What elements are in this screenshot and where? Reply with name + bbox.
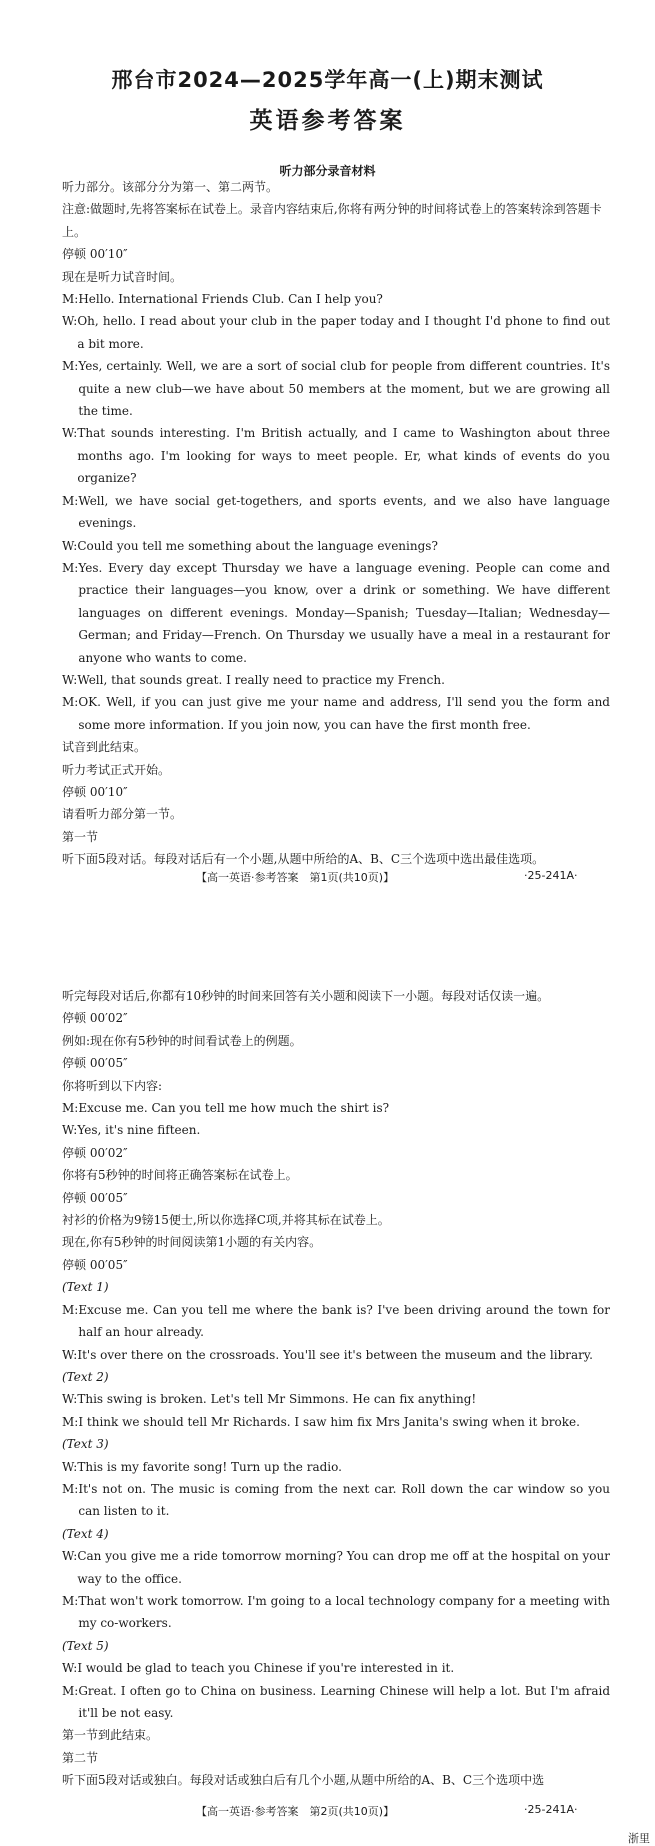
speaker-label: W:	[62, 426, 78, 441]
dialogue-text: Can you give me a ride tomorrow morning? You can drop me off at the hospital on your way to the office.	[77, 1549, 610, 1586]
instruction-line: 例如:现在你有5秒钟的时间看试卷上的例题。	[62, 1033, 302, 1048]
dialogue-text: Hello. International Friends Club. Can I help you?	[78, 292, 383, 307]
footer-code: ·25-241A·	[524, 869, 578, 882]
instruction-line: 停顿 00′10″	[62, 247, 128, 262]
instruction-line: 第一节	[62, 829, 99, 844]
dialogue-text: It's over there on the crossroads. You'll see it's between the museum and the library.	[77, 1347, 593, 1362]
instruction-line: 注意:做题时,先将答案标在试卷上。录音内容结束后,你将有两分钟的时间将试卷上的答案转涂到答题卡上。	[62, 202, 602, 239]
footer-page-label: 【高一英语·参考答案 第2页(共10页)】	[196, 1805, 395, 1818]
dialogue-text: Great. I often go to China on business. Learning Chinese will help a lot. But I'm afraid it'll be not easy.	[78, 1683, 610, 1720]
section-heading: 听力部分录音材料	[279, 164, 376, 178]
transcript-body	[62, 985, 610, 1792]
corner-watermark: 浙里	[628, 1832, 650, 1845]
dialogue-text: It's not on. The music is coming from the next car. Roll down the car window so you can listen to it.	[78, 1481, 610, 1519]
speaker-label: M:	[62, 695, 79, 710]
dialogue-text: That won't work tomorrow. I'm going to a local technology company for a meeting with my co-workers.	[78, 1593, 610, 1631]
text-marker: (Text 4)	[62, 1526, 109, 1541]
speaker-label: M:	[62, 1101, 79, 1116]
speaker-label: W:	[62, 314, 78, 329]
dialogue-text: Excuse me. Can you tell me how much the shirt is?	[78, 1101, 390, 1116]
speaker-label: M:	[62, 1683, 79, 1698]
instruction-line: 听下面5段对话或独白。每段对话或独白后有几个小题,从题中所给的A、B、C三个选项中选	[62, 1773, 545, 1788]
dialogue-line	[62, 288, 610, 310]
speaker-label: W:	[62, 1347, 78, 1362]
dialogue-line	[62, 1097, 610, 1119]
dialogue-line	[62, 535, 610, 557]
speaker-label: W:	[62, 1392, 78, 1407]
instruction-line: 你将听到以下内容:	[62, 1078, 163, 1093]
page-2	[0, 985, 655, 1842]
instruction-line: 听力部分。该部分分为第一、第二两节。	[62, 180, 279, 194]
instruction-line: 衬衫的价格为9镑15便士,所以你选择C项,并将其标在试卷上。	[62, 1213, 390, 1228]
speaker-label: M:	[62, 1414, 79, 1429]
speaker-label: M:	[62, 493, 79, 508]
dialogue-line	[62, 1657, 610, 1679]
dialogue-text: Oh, hello. I read about your club in the paper today and I thought I'd phone to find out a bit more.	[77, 314, 610, 351]
dialogue-text: I think we should tell Mr Richards. I saw him fix Mrs Janita's swing when it broke.	[78, 1414, 580, 1429]
instruction-line: 现在,你有5秒钟的时间阅读第1小题的有关内容。	[62, 1235, 322, 1250]
dialogue-line	[62, 1478, 610, 1523]
instruction-line: 听力考试正式开始。	[62, 762, 171, 777]
instruction-line: 停顿 00′05″	[62, 1056, 128, 1071]
dialogue-text: That sounds interesting. I'm British actually, and I came to Washington about three months ago. I'm looking for ways to meet people. Er, what kinds of events do you organize?	[77, 426, 610, 486]
dialogue-line	[62, 1680, 610, 1725]
speaker-label: W:	[62, 672, 78, 687]
instruction-line: 听完每段对话后,你都有10秒钟的时间来回答有关小题和阅读下一小题。每段对话仅读一遍。	[62, 989, 550, 1003]
dialogue-line	[62, 691, 610, 736]
instruction-line: 第一节到此结束。	[62, 1728, 159, 1743]
dialogue-line	[62, 490, 610, 535]
exam-title: 邢台市2024—2025学年高一(上)期末测试	[111, 68, 544, 92]
dialogue-text: I would be glad to teach you Chinese if you're interested in it.	[77, 1661, 455, 1676]
dialogue-line	[62, 1411, 610, 1433]
speaker-label: W:	[62, 538, 78, 553]
instruction-line: 停顿 00′05″	[62, 1190, 128, 1205]
text-marker: (Text 5)	[62, 1638, 109, 1653]
speaker-label: M:	[62, 1302, 79, 1317]
instruction-line: 停顿 00′05″	[62, 1257, 128, 1272]
instruction-line: 试音到此结束。	[62, 740, 147, 755]
document-subtitle: 英语参考答案	[249, 108, 406, 134]
speaker-label: W:	[62, 1459, 78, 1474]
dialogue-text: Yes, it's nine fifteen.	[77, 1123, 201, 1138]
footer-code: ·25-241A·	[524, 1803, 578, 1816]
speaker-label: M:	[62, 292, 79, 307]
dialogue-line	[62, 1344, 610, 1366]
instruction-line: 现在是听力试音时间。	[62, 269, 183, 284]
speaker-label: M:	[62, 359, 79, 374]
instruction-line: 听下面5段对话。每段对话后有一个小题,从题中所给的A、B、C三个选项中选出最佳选项。	[62, 852, 545, 867]
dialogue-line	[62, 310, 610, 355]
instruction-line: 第二节	[62, 1750, 99, 1765]
dialogue-text: This is my favorite song! Turn up the radio.	[77, 1459, 342, 1474]
dialogue-text: This swing is broken. Let's tell Mr Simmons. He can fix anything!	[77, 1392, 477, 1407]
speaker-label: W:	[62, 1661, 78, 1676]
dialogue-line	[62, 1456, 610, 1478]
dialogue-line	[62, 1119, 610, 1141]
dialogue-line	[62, 1590, 610, 1635]
dialogue-text: Excuse me. Can you tell me where the bank is? I've been driving around the town for half an hour already.	[78, 1302, 610, 1340]
text-marker: (Text 3)	[62, 1437, 109, 1452]
instruction-line: 你将有5秒钟的时间将正确答案标在试卷上。	[62, 1168, 298, 1183]
speaker-label: M:	[62, 1481, 79, 1496]
dialogue-text: OK. Well, if you can just give me your name and address, I'll send you the form and some more information. If you join now, you can have the first month free.	[78, 695, 610, 732]
dialogue-line	[62, 1388, 610, 1410]
text-marker: (Text 1)	[62, 1280, 109, 1295]
text-marker: (Text 2)	[62, 1369, 109, 1384]
speaker-label: W:	[62, 1123, 78, 1138]
dialogue-line	[62, 355, 610, 422]
dialogue-text: Well, we have social get-togethers, and sports events, and we also have language evenings.	[78, 493, 610, 531]
speaker-label: M:	[62, 1593, 79, 1608]
dialogue-line	[62, 422, 610, 489]
page-1	[0, 0, 655, 900]
instruction-line: 停顿 00′02″	[62, 1145, 128, 1160]
instruction-line: 请看听力部分第一节。	[62, 807, 183, 822]
transcript-body	[62, 176, 610, 871]
dialogue-text: Could you tell me something about the language evenings?	[77, 538, 438, 553]
dialogue-text: Well, that sounds great. I really need to practice my French.	[77, 672, 445, 687]
instruction-line: 停顿 00′02″	[62, 1011, 128, 1026]
dialogue-line	[62, 669, 610, 691]
instruction-line: 停顿 00′10″	[62, 784, 128, 799]
speaker-label: W:	[62, 1549, 78, 1564]
dialogue-line	[62, 1299, 610, 1344]
dialogue-line	[62, 1545, 610, 1590]
speaker-label: M:	[62, 560, 79, 575]
dialogue-line	[62, 557, 610, 669]
footer-page-label: 【高一英语·参考答案 第1页(共10页)】	[196, 871, 395, 884]
dialogue-text: Yes. Every day except Thursday we have a language evening. People can come and practice their languages—you know, over a drink or something. We have different languages on different evenings. Monday—Spanish; Tuesday—Italian; Wednesday—German; and Friday—French. On Thursday we usually have a meal in a restaurant for anyone who wants to come.	[78, 560, 610, 665]
dialogue-text: Yes, certainly. Well, we are a sort of social club for people from different countries. It's quite a new club—we have about 50 members at the moment, but we are growing all the time.	[78, 359, 610, 419]
